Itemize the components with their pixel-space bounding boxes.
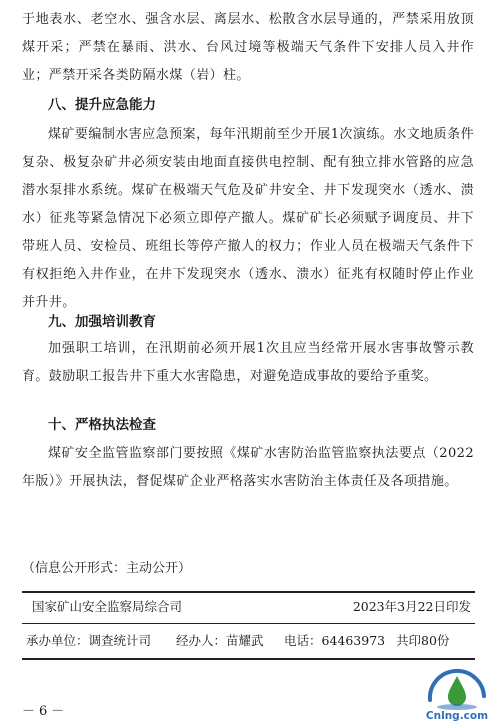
footer-issuer-row — [22, 598, 475, 616]
logo-text: Cnlng.com — [425, 710, 489, 722]
footer-rule-top — [22, 591, 475, 593]
page-number: －6－ — [22, 704, 69, 719]
section-heading-8: 八、提升应急能力 — [48, 97, 156, 113]
footer-phone: 电话：64463973 — [284, 633, 386, 648]
section-heading-9: 九、加强培训教育 — [48, 314, 156, 330]
footer-copies: 共印80份 — [396, 633, 450, 648]
section-paragraph-8: 煤矿要编制水害应急预案，每年汛期前至少开展1次演练。水文地质条件复杂、极复杂矿井必须安装由地面直接供电控制、配有独立排水管路的应急潜水泵排水系统。煤矿在极端天气危及矿井安全、井下发现突水（透水、溃水）征兆等紧急情况下必须立即停产撤人。煤矿矿长必须赋予调度员、井下带班人员、安检员、班组长等停产撤人的权力；作业人员在极端天气条件下有权拒绝入井作业，在井下发现突水（透水、溃水）征兆有权随时停止作业并升井。 — [22, 127, 474, 310]
disclosure-note: （信息公开形式：主动公开） — [22, 561, 192, 576]
droplet-icon — [448, 676, 466, 706]
site-logo — [422, 666, 492, 722]
body-paragraph-continued: 于地表水、老空水、强含水层、离层水、松散含水层导通的，严禁采用放顶煤开采；严禁在暴雨、洪水、台风过境等极端天气条件下安排人员入井作业；严禁开采各类防隔水煤（岩）柱。 — [22, 12, 474, 83]
section-heading-10: 十、严格执法检查 — [48, 417, 156, 433]
footer-details-row — [26, 632, 449, 650]
footer-rule-bottom — [22, 658, 475, 660]
footer-handler: 经办人：苗耀武 — [176, 633, 264, 648]
footer-issuer: 国家矿山安全监察局综合司 — [32, 599, 183, 614]
section-paragraph-10: 煤矿安全监管监察部门要按照《煤矿水害防治监管监察执法要点（2022年版）》开展执法，督促煤矿企业严格落实水害防治主体责任及各项措施。 — [22, 446, 474, 489]
footer-rule-middle — [22, 623, 475, 624]
footer-unit: 承办单位：调查统计司 — [26, 633, 152, 648]
section-paragraph-9: 加强职工培训，在汛期前必须开展1次且应当经常开展水害事故警示教育。鼓励职工报告井下重大水害隐患，对避免造成事故的要给予重奖。 — [22, 341, 474, 384]
footer-date: 2023年3月22日印发 — [352, 599, 471, 614]
